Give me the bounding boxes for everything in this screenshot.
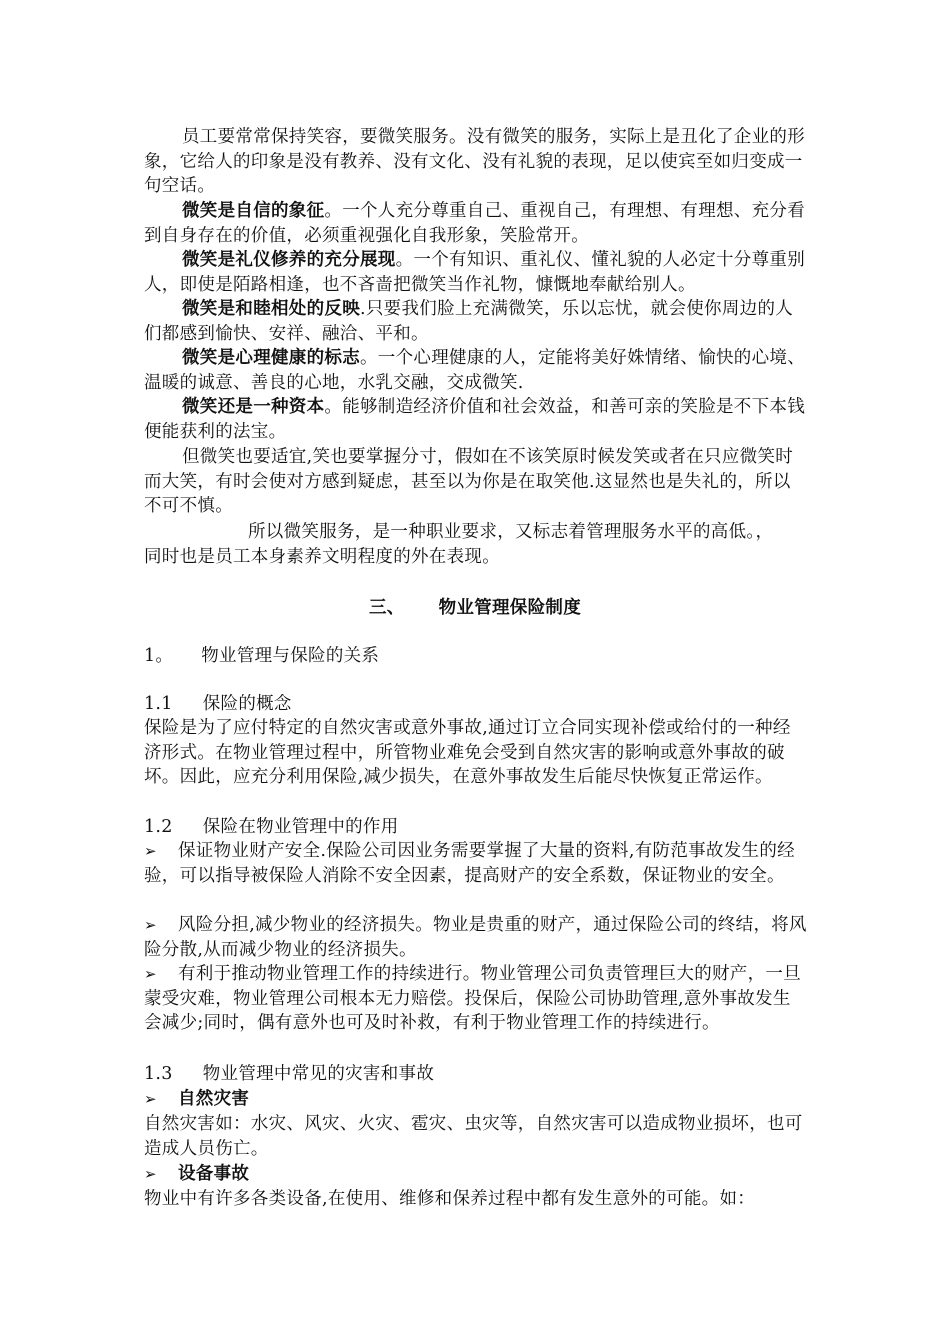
paragraph-text: 。一个心理健康的人，定能将美好姝情绪、愉快的心境、温暖的诚意、善良的心地，水乳交融，交成微笑. bbox=[144, 348, 805, 393]
paragraph-text: .只要我们脸上充满微笑，乐以忘忧，就会使你周边的人们都感到愉快、安祥、融洽、平和。 bbox=[144, 299, 794, 344]
paragraph-lead: 微笑是心理健康的标志 bbox=[182, 348, 360, 368]
paragraph-moderation bbox=[144, 445, 808, 519]
subsection-number: 1。 bbox=[144, 646, 174, 666]
subsection-title: 保险的概念 bbox=[202, 694, 292, 714]
section-heading bbox=[0, 596, 950, 620]
paragraph-mental-health bbox=[144, 346, 808, 395]
paragraph-lead: 微笑是和睦相处的反映 bbox=[182, 299, 360, 319]
arrow-bullet-icon: ➢ bbox=[144, 965, 157, 983]
subsection-title: 物业管理中常见的灾害和事故 bbox=[202, 1064, 435, 1084]
bullet-item bbox=[144, 839, 808, 888]
item-title: 自然灾害 bbox=[178, 1089, 250, 1109]
subsection-heading-1 bbox=[144, 644, 379, 668]
bullet-text: 风险分担,减少物业的经济损失。物业是贵重的财产，通过保险公司的终结，将风险分散,从而减少物业的经济损失。 bbox=[144, 915, 807, 960]
paragraph-conclusion-line1: 所以微笑服务，是一种职业要求，又标志着管理服务水平的高低。， bbox=[248, 522, 774, 542]
paragraph-etiquette bbox=[144, 248, 808, 297]
arrow-bullet-icon: ➢ bbox=[144, 1090, 157, 1108]
paragraph-natural-disaster: 自然灾害如：水灾、风灾、火灾、雹灾、虫灾等，自然灾害可以造成物业损坏，也可造成人员伤亡。 bbox=[144, 1114, 803, 1159]
paragraph-insurance-concept: 保险是为了应付特定的自然灾害或意外事故,通过订立合同实现补偿或给付的一种经济形式。在物业管理过程中，所管物业难免会受到自然灾害的影响或意外事故的破坏。因此，应充分利用保险,减少损失，在意外事故发生后能尽快恢复正常运作。 bbox=[144, 718, 791, 787]
subsection-title: 保险在物业管理中的作用 bbox=[202, 817, 399, 837]
item-heading-natural-disaster bbox=[144, 1087, 249, 1111]
paragraph-lead: 微笑还是一种资本 bbox=[182, 397, 325, 417]
paragraph-text: 。能够制造经济价值和社会效益，和善可亲的笑脸是不下本钱便能获利的法宝。 bbox=[144, 397, 806, 442]
section-title: 物业管理保险制度 bbox=[438, 598, 581, 618]
paragraph-confidence bbox=[144, 199, 808, 248]
subsection-heading-1-2 bbox=[144, 815, 399, 839]
paragraph-conclusion-line2: 同时也是员工本身素养文明程度的外在表现。 bbox=[144, 547, 500, 567]
paragraph-text: 但微笑也要适宜,笑也要掌握分寸，假如在不该笑原时候发笑或者在只应微笑时而大笑，有时会使对方感到疑虑，甚至以为你是在取笑他.这显然也是失礼的，所以不可不慎。 bbox=[144, 447, 794, 516]
paragraph-text: 员工要常常保持笑容，要微笑服务。没有微笑的服务，实际上是丑化了企业的形象，它给人的印象是没有教养、没有文化、没有礼貌的表现，足以使宾至如归变成一句空话。 bbox=[144, 127, 805, 196]
bullet-text: 有利于推动物业管理工作的持续进行。物业管理公司负责管理巨大的财产，一旦蒙受灾难，物业管理公司根本无力赔偿。投保后，保险公司协助管理,意外事故发生会减少;同时，偶有意外也可及时补救，有利于物业管理工作的持续进行。 bbox=[144, 964, 801, 1033]
paragraph-service-smile bbox=[144, 125, 808, 199]
paragraph-capital bbox=[144, 395, 808, 444]
subsection-title: 物业管理与保险的关系 bbox=[201, 646, 380, 666]
paragraph-text: 。一个有知识、重礼仪、懂礼貌的人必定十分尊重别人，即使是陌路相逢，也不吝啬把微笑当作礼物，慷慨地奉献给别人。 bbox=[144, 250, 806, 295]
arrow-bullet-icon: ➢ bbox=[144, 916, 157, 934]
paragraph-harmony bbox=[144, 297, 808, 346]
item-title: 设备事故 bbox=[178, 1164, 250, 1184]
subsection-heading-1-3 bbox=[144, 1062, 434, 1086]
bullet-item bbox=[144, 913, 808, 962]
subsection-number: 1.3 bbox=[144, 1064, 173, 1084]
arrow-bullet-icon: ➢ bbox=[144, 842, 157, 860]
subsection-number: 1.2 bbox=[144, 817, 173, 837]
paragraph-lead: 微笑是礼仪修养的充分展现 bbox=[182, 250, 396, 270]
paragraph-text: 。一个人充分尊重自己、重视自己，有理想、有理想、充分看到自身存在的价值，必须重视强化自我形象，笑脸常开。 bbox=[144, 201, 806, 246]
arrow-bullet-icon: ➢ bbox=[144, 1165, 157, 1183]
paragraph-equipment-accident: 物业中有许多各类设备,在使用、维修和保养过程中都有发生意外的可能。如： bbox=[144, 1189, 756, 1209]
subsection-number: 1.1 bbox=[144, 694, 173, 714]
section-number: 三、 bbox=[368, 598, 405, 618]
bullet-item bbox=[144, 962, 808, 1036]
bullet-text: 保证物业财产安全.保险公司因业务需要掌握了大量的资料,有防范事故发生的经验，可以指导被保险人消除不安全因素，提高财产的安全系数，保证物业的安全。 bbox=[144, 841, 795, 886]
item-heading-equipment-accident bbox=[144, 1162, 249, 1186]
paragraph-lead: 微笑是自信的象征 bbox=[182, 201, 325, 221]
subsection-heading-1-1 bbox=[144, 692, 292, 716]
